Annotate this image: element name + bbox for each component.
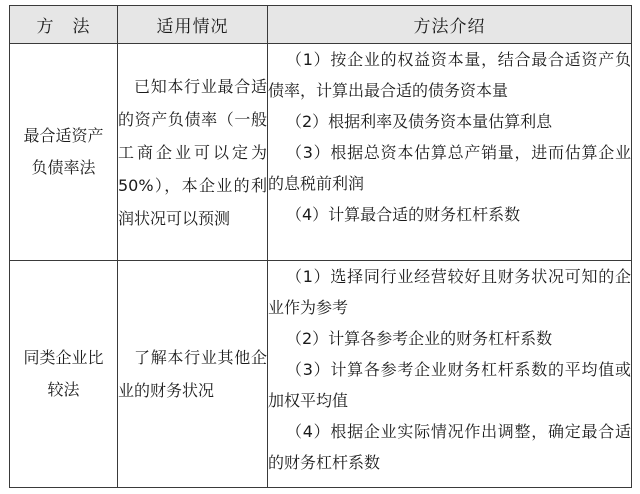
step-item: （3）根据总资本估算总产销量，进而估算企业的息税前利润 <box>268 143 631 193</box>
header-method: 方 法 <box>10 6 118 44</box>
table-row <box>10 261 632 488</box>
step-item: （4）计算最合适的财务杠杆系数 <box>286 205 521 224</box>
table-header-row <box>10 6 632 44</box>
header-condition: 适用情况 <box>118 6 268 44</box>
step-item: （1）选择同行业经营较好且财务状况可知的企业作为参考 <box>268 267 631 317</box>
condition-text: 已知本行业最合适的资产负债率（一般工商企业可以定为50%），本企业的利润状况可以预测 <box>118 76 267 228</box>
step-item: （3）计算各参考企业财务杠杆系数的平均值或加权平均值 <box>268 360 631 410</box>
header-description: 方法介绍 <box>268 6 632 44</box>
condition-text: 了解本行业其他企业的财务状况 <box>118 348 267 400</box>
condition-cell <box>118 44 268 261</box>
step-item: （2）计算各参考企业的财务杠杆系数 <box>286 329 553 348</box>
step-item: （2）根据利率及债务资本量估算利息 <box>286 112 553 131</box>
steps-cell <box>268 261 632 488</box>
methods-table <box>9 5 632 488</box>
condition-cell <box>118 261 268 488</box>
step-item: （4）根据企业实际情况作出调整，确定最合适的财务杠杆系数 <box>268 422 631 472</box>
step-item: （1）按企业的权益资本量，结合最合适资产负债率，计算出最合适的债务资本量 <box>268 50 631 100</box>
method-cell <box>10 44 118 261</box>
method-cell <box>10 261 118 488</box>
steps-cell <box>268 44 632 261</box>
table-row <box>10 44 632 261</box>
method-name: 同类企业比较法 <box>23 348 104 399</box>
method-name: 最合适资产负债率法 <box>23 126 104 177</box>
